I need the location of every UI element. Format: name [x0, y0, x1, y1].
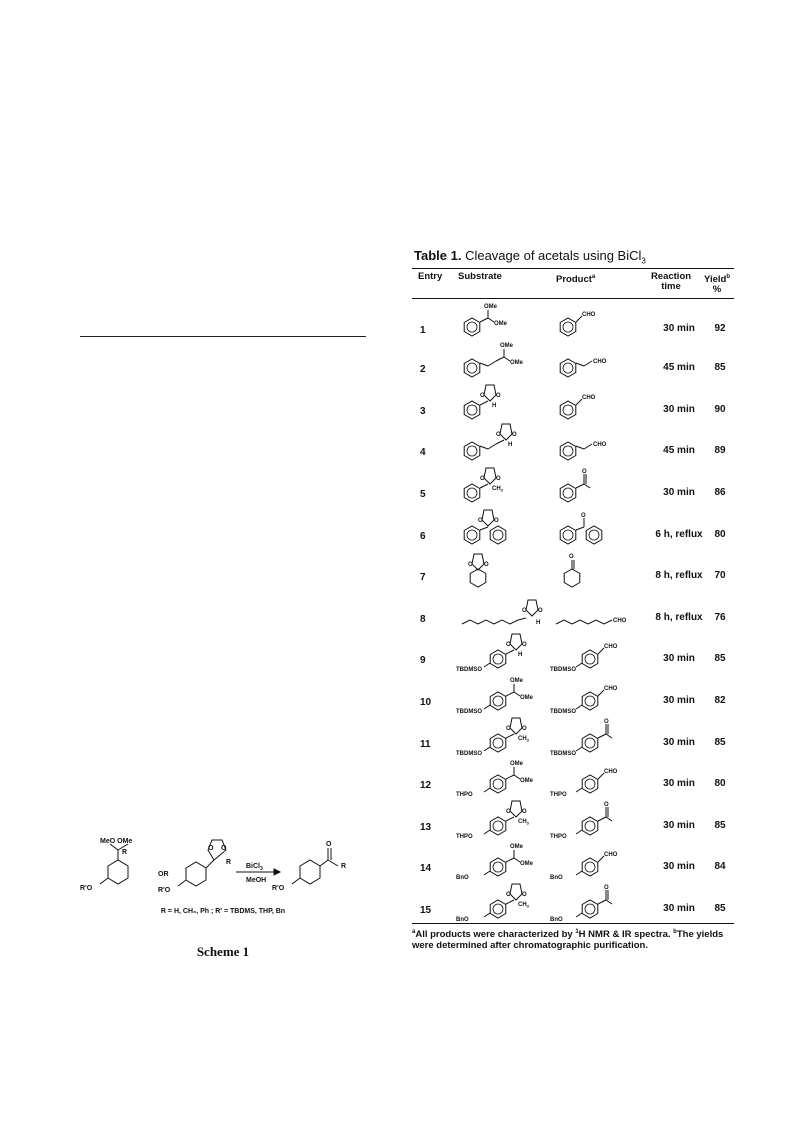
table-footnote: $^a$All products were characterized by $^1$H NMR & IR spectra. $^b$The yields were determined after chromatographic purification. — [412, 928, 724, 951]
product-structure — [550, 715, 646, 757]
row-yield: 76 — [714, 611, 726, 623]
product-structure — [550, 423, 646, 465]
h-label: H — [518, 652, 523, 659]
row-yield: 85 — [714, 653, 726, 665]
scheme-r-label-3: R — [341, 863, 347, 870]
table-row — [412, 465, 734, 507]
row-reaction-time: 30 min — [663, 486, 695, 498]
row-reaction-time: 30 min — [663, 902, 695, 914]
h-label: H — [508, 442, 513, 449]
scheme-r-label-1: R — [122, 849, 128, 856]
table-title: Table 1. Cleavage of acetals using BiCl$_3$ — [414, 248, 646, 266]
product-structure — [550, 673, 646, 715]
header-product: Product$^a$ — [556, 273, 596, 285]
row-reaction-time: 30 min — [663, 819, 695, 831]
ome-label: OMe — [520, 778, 534, 785]
substrate-structure — [456, 881, 552, 923]
thpo-label: THPO — [550, 833, 567, 840]
row-entry: 5 — [420, 488, 426, 500]
scheme-r-label-2: R — [226, 859, 232, 866]
row-entry: 4 — [420, 447, 426, 459]
scheme-o-label-3: O — [326, 841, 332, 848]
substrate-structure — [456, 798, 552, 840]
cho-label: CHO — [593, 359, 607, 366]
tbdmso-label: TBDMSO — [456, 708, 482, 715]
table-header — [412, 269, 734, 298]
cho-label: CHO — [613, 617, 627, 624]
cho-label: CHO — [604, 685, 618, 692]
product-structure — [550, 590, 646, 632]
row-entry: 15 — [420, 904, 432, 916]
product-structure — [550, 548, 646, 590]
scheme-ro-label-1: R'O — [80, 885, 93, 892]
dioxolane-o-label: O — [478, 517, 483, 524]
dioxolane-o-label: O — [512, 432, 517, 439]
cho-label: CHO — [582, 311, 596, 318]
dioxolane-o-label: O — [506, 725, 511, 732]
table-1 — [412, 248, 734, 951]
ch3-label: $CH_3$ — [518, 901, 529, 909]
row-entry: 12 — [420, 780, 432, 792]
ch3-label: $CH_3$ — [492, 485, 503, 493]
row-yield: 89 — [714, 445, 726, 457]
scheme-ro-label-3: R'O — [272, 885, 285, 892]
o-label: O — [569, 554, 574, 561]
row-entry: 14 — [420, 863, 432, 875]
row-entry: 9 — [420, 655, 426, 667]
scheme-solvent-label: MeOH — [246, 877, 267, 884]
row-entry: 10 — [420, 696, 432, 708]
row-reaction-time: 45 min — [663, 445, 695, 457]
bno-label: BnO — [456, 916, 469, 923]
dioxolane-o-label: O — [522, 607, 527, 614]
bno-label: BnO — [550, 916, 563, 923]
table-row — [412, 299, 734, 341]
ome-label: OMe — [494, 320, 508, 327]
row-entry: 8 — [420, 613, 426, 625]
product-structure — [550, 465, 646, 507]
o-label: O — [582, 468, 587, 475]
header-reaction-time: Reaction time — [650, 270, 692, 292]
dioxolane-o-label: O — [496, 392, 501, 399]
substrate-structure — [456, 631, 552, 673]
dioxolane-o-label: O — [496, 432, 501, 439]
table-body — [412, 299, 734, 923]
scheme-conditions: R = H, CH₃, Ph ; R' = TBDMS, THP, Bn — [160, 908, 286, 915]
scheme-1-structures — [78, 836, 368, 908]
substrate-structure — [456, 548, 552, 590]
substrate-structure — [456, 299, 552, 341]
row-yield: 85 — [714, 362, 726, 374]
bno-label: BnO — [550, 875, 563, 882]
substrate-structure — [456, 715, 552, 757]
row-reaction-time: 30 min — [663, 653, 695, 665]
cho-label: CHO — [604, 769, 618, 776]
row-reaction-time: 30 min — [663, 861, 695, 873]
dioxolane-o-label: O — [480, 392, 485, 399]
row-entry: 13 — [420, 821, 432, 833]
dioxolane-o-label: O — [538, 607, 543, 614]
thpo-label: THPO — [550, 792, 567, 799]
tbdmso-label: TBDMSO — [456, 667, 482, 674]
substrate-structure — [456, 756, 552, 798]
scheme-ro-label-2: R'O — [158, 887, 171, 894]
dioxolane-o-label: O — [522, 808, 527, 815]
ome-label: OMe — [510, 761, 524, 768]
row-yield: 90 — [714, 403, 726, 415]
row-yield: 82 — [714, 694, 726, 706]
ch3-label: $CH_3$ — [518, 818, 529, 826]
o-label: O — [581, 512, 586, 519]
bno-label: BnO — [456, 875, 469, 882]
substrate-structure — [456, 673, 552, 715]
cho-label: CHO — [604, 644, 618, 651]
thpo-label: THPO — [456, 833, 473, 840]
dioxolane-o-label: O — [522, 725, 527, 732]
product-structure — [550, 507, 646, 549]
row-reaction-time: 8 h, reflux — [655, 570, 703, 582]
tbdmso-label: TBDMSO — [456, 750, 482, 757]
scheme-o-label-1: O — [208, 845, 214, 852]
tbdmso-label: TBDMSO — [550, 750, 576, 757]
h-label: H — [536, 619, 541, 626]
row-entry: 11 — [420, 738, 431, 750]
substrate-structure — [456, 507, 552, 549]
cho-label: CHO — [593, 442, 607, 449]
substrate-structure — [456, 839, 552, 881]
scheme-1-graphic — [78, 836, 368, 906]
ch3-label: $CH_3$ — [518, 735, 529, 743]
row-entry: 3 — [420, 405, 426, 417]
ome-label: OMe — [500, 343, 514, 350]
scheme-or-label: OR — [158, 871, 169, 878]
dioxolane-o-label: O — [494, 517, 499, 524]
dioxolane-o-label: O — [522, 642, 527, 649]
dioxolane-o-label: O — [484, 562, 489, 569]
row-reaction-time: 30 min — [663, 403, 695, 415]
ome-label: OMe — [520, 861, 534, 868]
dioxolane-o-label: O — [506, 891, 511, 898]
substrate-structure — [456, 340, 552, 382]
table-row — [412, 756, 734, 798]
thpo-label: THPO — [456, 792, 473, 799]
table-row — [412, 507, 734, 549]
o-label: O — [604, 718, 609, 725]
product-structure — [550, 839, 646, 881]
header-substrate: Substrate — [458, 270, 502, 282]
table-row — [412, 548, 734, 590]
ome-label: OMe — [510, 360, 524, 367]
row-yield: 86 — [714, 486, 726, 498]
dioxolane-o-label: O — [468, 562, 473, 569]
substrate-structure — [456, 423, 552, 465]
row-yield: 92 — [714, 322, 726, 334]
product-structure — [550, 756, 646, 798]
dioxolane-o-label: O — [480, 475, 485, 482]
substrate-structure — [456, 465, 552, 507]
h-label: H — [492, 402, 497, 409]
o-label: O — [604, 801, 609, 808]
product-structure — [550, 798, 646, 840]
ome-label: OMe — [510, 844, 524, 851]
cho-label: CHO — [582, 394, 596, 401]
substrate-structure — [456, 382, 552, 424]
row-reaction-time: 6 h, reflux — [655, 528, 703, 540]
product-structure — [550, 340, 646, 382]
dioxolane-o-label: O — [506, 642, 511, 649]
row-yield: 80 — [714, 778, 726, 790]
ome-label: OMe — [510, 677, 524, 684]
scheme-reagent-label: BiCl$_3$ — [246, 863, 263, 872]
row-yield: 85 — [714, 902, 726, 914]
table-row — [412, 715, 734, 757]
table-row — [412, 423, 734, 465]
header-entry: Entry — [418, 270, 443, 282]
table-row — [412, 340, 734, 382]
product-structure — [550, 881, 646, 923]
table-row — [412, 798, 734, 840]
substrate-structure — [456, 590, 552, 632]
table-row — [412, 590, 734, 632]
product-structure — [550, 382, 646, 424]
row-yield: 70 — [714, 570, 726, 582]
table-row — [412, 673, 734, 715]
ome-label: OMe — [484, 303, 498, 310]
table-row — [412, 631, 734, 673]
product-structure — [550, 299, 646, 341]
scheme-caption: Scheme 1 — [196, 944, 250, 959]
tbdmso-label: TBDMSO — [550, 667, 576, 674]
row-entry: 1 — [420, 324, 426, 336]
row-yield: 80 — [714, 528, 726, 540]
row-reaction-time: 8 h, reflux — [655, 611, 703, 623]
row-reaction-time: 30 min — [663, 694, 695, 706]
tbdmso-label: TBDMSO — [550, 708, 576, 715]
row-yield: 84 — [714, 861, 726, 873]
row-yield: 85 — [714, 736, 726, 748]
row-reaction-time: 30 min — [663, 322, 695, 334]
scheme-o-label-2: O — [221, 845, 227, 852]
table-row — [412, 382, 734, 424]
row-entry: 2 — [420, 364, 426, 376]
table-row — [412, 839, 734, 881]
left-column-rule — [80, 336, 366, 337]
ome-label: OMe — [520, 694, 534, 701]
dioxolane-o-label: O — [506, 808, 511, 815]
row-entry: 6 — [420, 530, 426, 542]
cho-label: CHO — [604, 852, 618, 859]
row-yield: 85 — [714, 819, 726, 831]
row-reaction-time: 30 min — [663, 736, 695, 748]
dioxolane-o-label: O — [496, 475, 501, 482]
table-row — [412, 881, 734, 923]
o-label: O — [604, 884, 609, 891]
row-entry: 7 — [420, 572, 426, 584]
product-structure — [550, 631, 646, 673]
header-yield: Yield$^b$ % — [703, 273, 731, 295]
dioxolane-o-label: O — [522, 891, 527, 898]
row-reaction-time: 30 min — [663, 778, 695, 790]
scheme-meo-ome-label: MeO OMe — [100, 838, 133, 845]
row-reaction-time: 45 min — [663, 362, 695, 374]
